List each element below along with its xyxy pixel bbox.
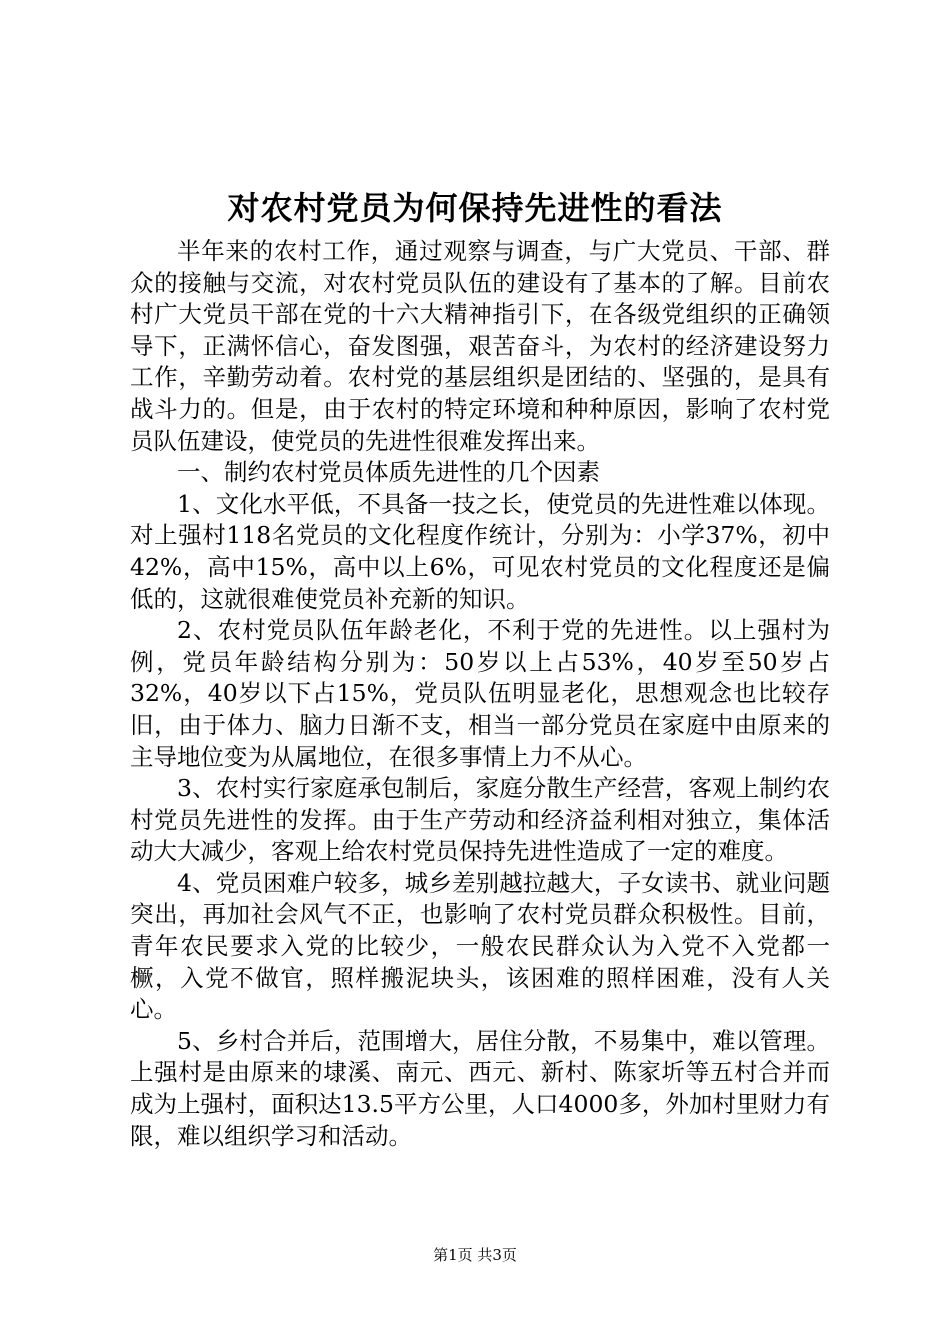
paragraph-factor-2: 2、农村党员队伍年龄老化，不利于党的先进性。以上强村为例，党员年龄结构分别为：50岁以上占53%，40岁至50岁占32%，40岁以下占15%，党员队伍明显老化，思想观念也比较存旧，由于体力、脑力日渐不支，相当一部分党员在家庭中由原来的主导地位变为从属地位，在很多事情上力不从心。 <box>130 616 830 771</box>
document-body <box>130 236 830 1152</box>
paragraph-factor-1: 1、文化水平低，不具备一技之长，使党员的先进性难以体现。对上强村118名党员的文化程度作统计，分别为：小学37%，初中42%，高中15%，高中以上6%，可见农村党员的文化程度还是偏低的，这就很难使党员补充新的知识。 <box>130 489 830 613</box>
paragraph-factor-5: 5、乡村合并后，范围增大，居住分散，不易集中，难以管理。上强村是由原来的埭溪、南元、西元、新村、陈家圻等五村合并而成为上强村，面积达13.5平方公里，人口4000多，外加村里财力有限，难以组织学习和活动。 <box>130 1026 830 1150</box>
paragraph-intro: 半年来的农村工作，通过观察与调查，与广大党员、干部、群众的接触与交流，对农村党员队伍的建设有了基本的了解。目前农村广大党员干部在党的十六大精神指引下，在各级党组织的正确领导下，正满怀信心，奋发图强，艰苦奋斗，为农村的经济建设努力工作，辛勤劳动着。农村党的基层组织是团结的、坚强的，是具有战斗力的。但是，由于农村的特定环境和种种原因，影响了农村党员队伍建设，使党员的先进性很难发挥出来。 <box>130 237 830 455</box>
section-heading: 一、制约农村党员体质先进性的几个因素 <box>177 458 600 487</box>
paragraph-factor-4: 4、党员困难户较多，城乡差别越拉越大，子女读书、就业问题突出，再加社会风气不正，也影响了农村党员群众积极性。目前，青年农民要求入党的比较少，一般农民群众认为入党不入党都一橛，入党不做官，照样搬泥块头，该困难的照样困难，没有人关心。 <box>130 868 830 1024</box>
paragraph-factor-3: 3、农村实行家庭承包制后，家庭分散生产经营，客观上制约农村党员先进性的发挥。由于生产劳动和经济益利相对独立，集体活动大大减少，客观上给农村党员保持先进性造成了一定的难度。 <box>130 774 830 866</box>
document-title: 对农村党员为何保持先进性的看法 <box>227 189 723 227</box>
page-number-footer: 第1页 共3页 <box>433 1246 517 1264</box>
